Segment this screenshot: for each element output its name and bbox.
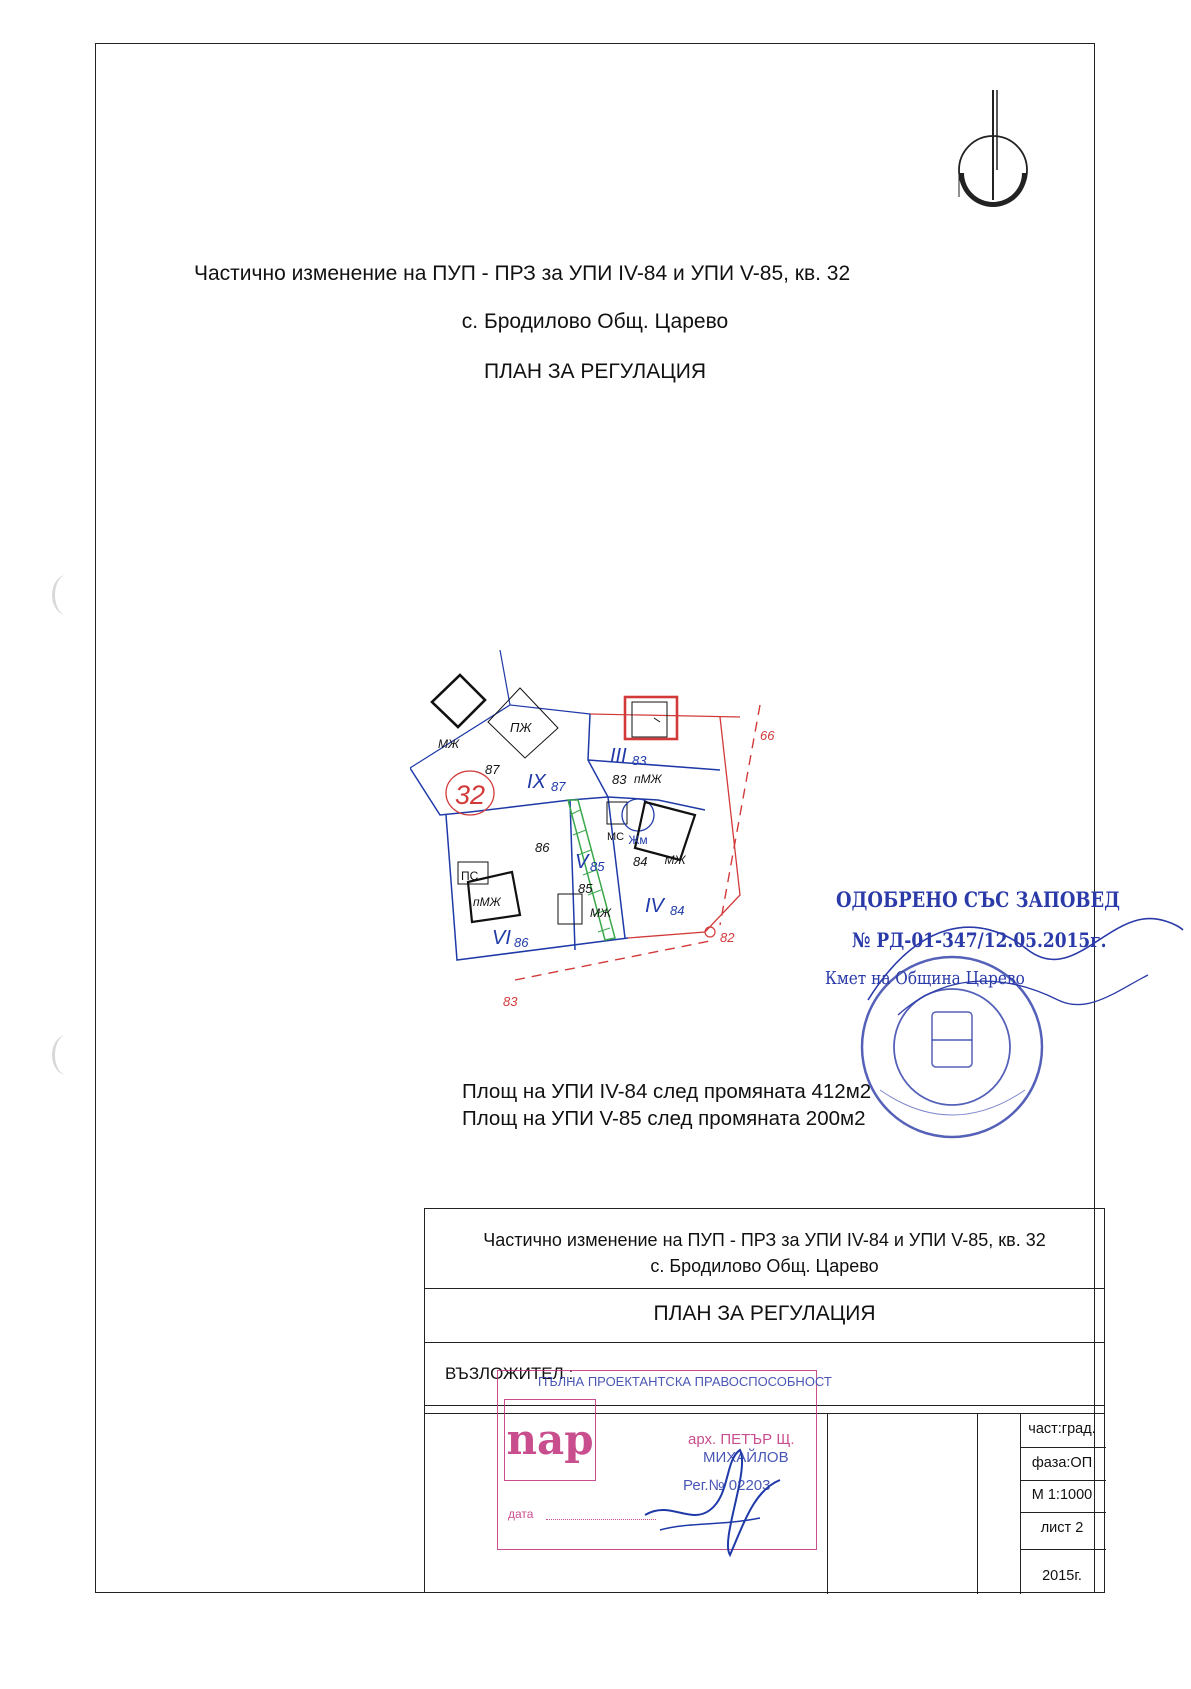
title-block-title: ПЛАН ЗА РЕГУЛАЦИЯ bbox=[653, 1302, 876, 1325]
building-pzh-label: ПЖ bbox=[510, 720, 532, 735]
plot-iii-sub: 83 bbox=[632, 753, 647, 768]
approval-stamp-title: ОДОБРЕНО СЪС ЗАПОВЕД bbox=[836, 887, 1120, 912]
plot-vi-sub: 86 bbox=[514, 935, 529, 950]
approval-stamp-mayor: Кмет на Община Царево bbox=[825, 968, 1025, 989]
north-arrow-icon bbox=[950, 85, 1035, 215]
block-number-label: 32 bbox=[454, 780, 486, 810]
area-note-plot-iv: Площ на УПИ IV-84 след промяната 412м2 bbox=[462, 1080, 872, 1103]
title-block-sheet-cell: лист 2 bbox=[1040, 1520, 1084, 1536]
plot-ix-sub: 87 bbox=[551, 779, 566, 794]
building-pmzh-label: пМЖ bbox=[634, 772, 662, 786]
lot-number-label: 85 bbox=[578, 881, 593, 896]
plan-title: ПЛАН ЗА РЕГУЛАЦИЯ bbox=[483, 360, 707, 383]
street-level-label: 83 bbox=[503, 994, 518, 1009]
architect-name: арх. ПЕТЪР Щ. bbox=[688, 1431, 795, 1448]
plot-iv-sub: 84 bbox=[670, 903, 685, 918]
architect-signature-icon bbox=[630, 1430, 790, 1570]
document-title: Частично изменение на ПУП - ПРЗ за УПИ IV-84 и УПИ V-85, кв. 32 bbox=[194, 262, 851, 285]
plot-v-label: V bbox=[575, 851, 589, 873]
plot-iv-label: IV bbox=[645, 895, 664, 917]
punch-hole-mark bbox=[52, 575, 81, 615]
plot-ix-label: IX bbox=[527, 771, 546, 793]
lot-number-label: 84 bbox=[633, 854, 648, 869]
plot-vi-label: VI bbox=[492, 927, 511, 949]
location-subtitle: с. Бродилово Общ. Царево bbox=[461, 310, 729, 333]
area-note-plot-v: Площ на УПИ V-85 след промяната 200м2 bbox=[462, 1107, 866, 1130]
building-mzh-label: МЖ bbox=[664, 853, 686, 867]
punch-hole-mark bbox=[52, 1035, 81, 1075]
street-level-label: 82 bbox=[720, 930, 735, 945]
plot-v-sub: 85 bbox=[590, 859, 605, 874]
title-block-part-cell: част:град. bbox=[1028, 1421, 1096, 1437]
building-zhm-label: Жм bbox=[628, 833, 648, 847]
title-block-scale-cell: М 1:1000 bbox=[1031, 1487, 1093, 1503]
building-ms-label: МС bbox=[607, 831, 625, 843]
approval-stamp-number: № РД-01-347/12.05.2015г. bbox=[852, 928, 1107, 952]
title-block-phase-cell: фаза:ОП bbox=[1031, 1455, 1093, 1471]
regulation-plan-drawing bbox=[410, 650, 810, 1020]
architect-date-label: дата bbox=[508, 1507, 534, 1521]
title-block-year-cell: 2015г. bbox=[1042, 1568, 1082, 1584]
architect-stamp-header: ПЪЛНА ПРОЕКТАНТСКА ПРАВОСПОСОБНОСТ bbox=[538, 1374, 832, 1389]
building-pmzh-label: пМЖ bbox=[473, 895, 501, 909]
architect-logo-icon: nap bbox=[504, 1399, 596, 1481]
lot-number-label: 87 bbox=[485, 762, 500, 777]
building-mzh-label: МЖ bbox=[438, 737, 459, 751]
lot-number-label: 83 bbox=[612, 772, 627, 787]
signature-icon bbox=[858, 880, 1188, 1030]
plot-iii-label: III bbox=[610, 745, 627, 767]
street-level-label: 66 bbox=[760, 728, 775, 743]
architect-reg-number: Рег.№ 02203 bbox=[683, 1477, 771, 1494]
building-ps-label: ПС bbox=[461, 869, 479, 883]
title-block-client-label: ВЪЗЛОЖИТЕЛ : bbox=[445, 1364, 574, 1383]
architect-surname: МИХАЙЛОВ bbox=[703, 1449, 789, 1466]
lot-number-label: 86 bbox=[535, 840, 550, 855]
building-mzh-label: МЖ bbox=[590, 906, 611, 920]
title-block-location: с. Бродилово Общ. Царево bbox=[650, 1256, 879, 1276]
title-block-project: Частично изменение на ПУП - ПРЗ за УПИ IV-84 и УПИ V-85, кв. 32 bbox=[483, 1230, 1046, 1250]
